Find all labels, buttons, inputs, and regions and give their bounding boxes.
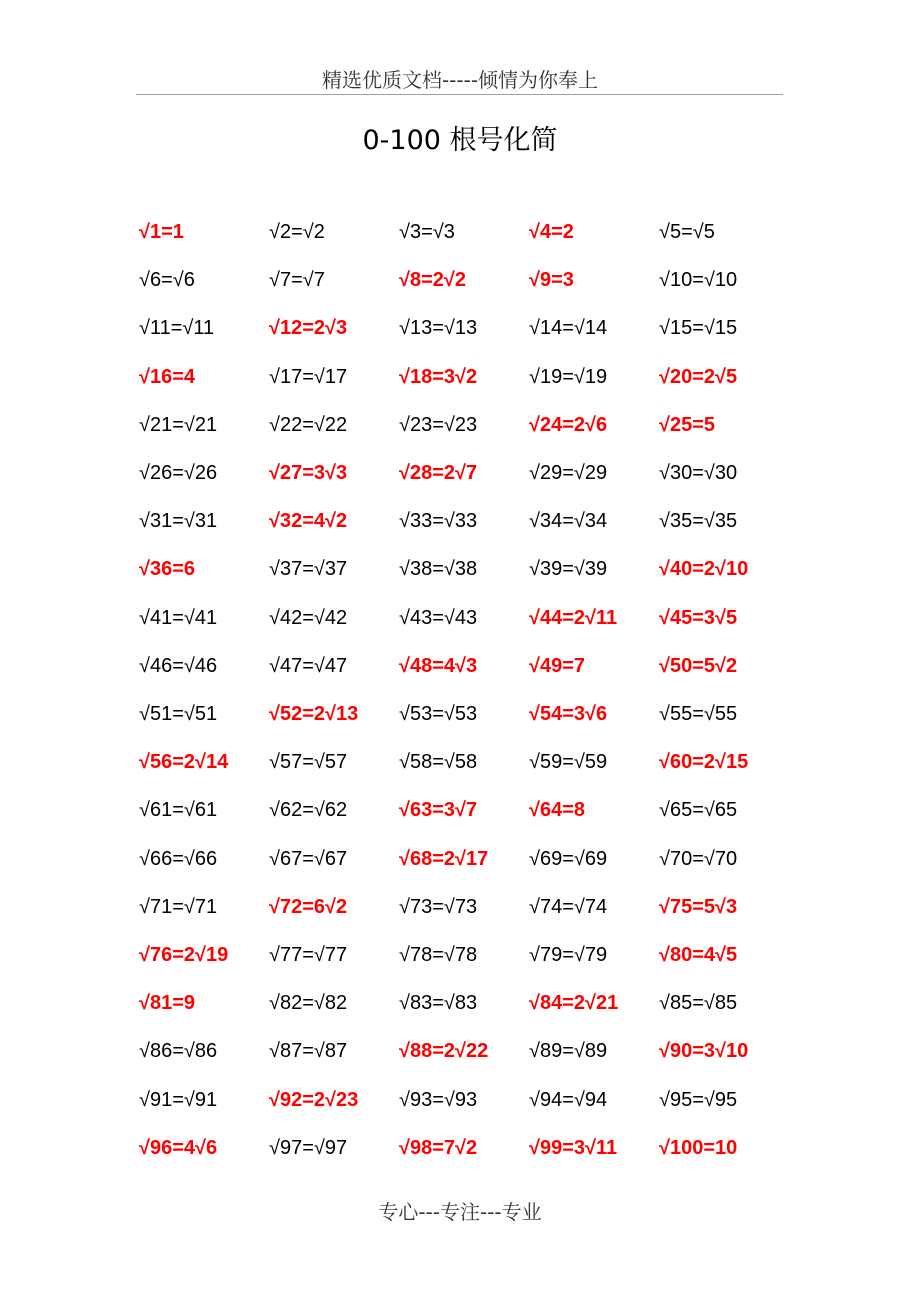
radical-cell: √26=√26 [139, 462, 218, 484]
simplified-radical-cell: √27=3√3 [269, 462, 348, 484]
radical-cell: √19=√19 [529, 365, 608, 388]
simplified-radical-cell: √54=3√6 [529, 703, 608, 725]
simplified-radical-cell: √64=8 [529, 799, 586, 822]
radical-cell: √42=√42 [269, 606, 348, 629]
radical-cell: √14=√14 [529, 317, 608, 340]
radical-cell: √85=√85 [659, 992, 738, 1015]
radical-cell: √58=√58 [399, 751, 478, 774]
simplified-radical-cell: √68=2√17 [399, 847, 489, 870]
simplified-radical-cell: √81=9 [139, 992, 196, 1015]
page-title: 0-100 根号化简 [362, 125, 558, 156]
radical-cell: √35=√35 [659, 510, 738, 533]
simplified-radical-cell: √40=2√10 [659, 558, 749, 581]
radical-cell: √71=√71 [139, 895, 218, 918]
simplified-radical-cell: √28=2√7 [399, 462, 478, 484]
radical-cell: √2=√2 [269, 221, 325, 243]
simplified-radical-cell: √25=5 [659, 413, 716, 436]
simplified-radical-cell: √72=6√2 [269, 895, 348, 918]
radical-cell: √29=√29 [529, 462, 608, 484]
simplified-radical-cell: √8=2√2 [399, 269, 467, 292]
radical-cell: √91=√91 [139, 1088, 218, 1111]
radical-cell: √83=√83 [399, 992, 478, 1015]
simplified-radical-cell: √45=3√5 [659, 606, 738, 629]
simplified-radical-cell: √60=2√15 [659, 751, 749, 774]
simplified-radical-cell: √80=4√5 [659, 944, 738, 966]
radical-cell: √86=√86 [139, 1040, 218, 1063]
radical-cell: √57=√57 [269, 751, 348, 774]
simplified-radical-cell: √96=4√6 [139, 1136, 218, 1159]
simplified-radical-cell: √48=4√3 [399, 654, 478, 677]
page-footer: 专心---专注---专业 [378, 1200, 542, 1224]
radical-cell: √74=√74 [529, 895, 608, 918]
radical-cell: √3=√3 [399, 221, 455, 243]
radical-cell: √66=√66 [139, 847, 218, 870]
simplified-radical-cell: √90=3√10 [659, 1040, 749, 1063]
radical-cell: √39=√39 [529, 558, 608, 581]
radical-cell: √22=√22 [269, 413, 348, 436]
radical-cell: √62=√62 [269, 799, 348, 822]
simplified-radical-cell: √76=2√19 [139, 944, 229, 966]
simplified-radical-cell: √20=2√5 [659, 365, 738, 388]
radical-cell: √67=√67 [269, 847, 348, 870]
radical-cell: √89=√89 [529, 1040, 608, 1063]
simplified-radical-cell: √56=2√14 [139, 751, 229, 774]
radical-cell: √69=√69 [529, 847, 608, 870]
simplified-radical-cell: √32=4√2 [269, 510, 348, 533]
radical-cell: √31=√31 [139, 510, 218, 533]
simplified-radical-cell: √1=1 [139, 221, 184, 243]
simplified-radical-cell: √88=2√22 [399, 1040, 489, 1063]
radical-cell: √33=√33 [399, 510, 478, 533]
radical-cell: √94=√94 [529, 1088, 608, 1111]
radical-cell: √17=√17 [269, 365, 348, 388]
radical-cell: √21=√21 [139, 413, 218, 436]
simplified-radical-cell: √36=6 [139, 558, 196, 581]
radical-cell: √97=√97 [269, 1136, 348, 1159]
radical-cell: √10=√10 [659, 269, 738, 292]
radical-cell: √55=√55 [659, 703, 738, 725]
radical-cell: √78=√78 [399, 944, 478, 966]
page-header: 精选优质文档-----倾情为你奉上 [321, 68, 599, 92]
radical-cell: √82=√82 [269, 992, 348, 1015]
radical-cell: √34=√34 [529, 510, 608, 533]
simplified-radical-cell: √84=2√21 [529, 992, 619, 1015]
radical-cell: √61=√61 [139, 799, 218, 822]
simplified-radical-cell: √16=4 [139, 365, 196, 388]
radical-cell: √73=√73 [399, 895, 478, 918]
simplified-radical-cell: √18=3√2 [399, 365, 478, 388]
radical-cell: √7=√7 [269, 269, 325, 292]
radical-cell: √15=√15 [659, 317, 738, 340]
radical-cell: √65=√65 [659, 799, 738, 822]
simplified-radical-cell: √4=2 [529, 221, 574, 243]
simplified-radical-cell: √12=2√3 [269, 317, 348, 340]
simplified-radical-cell: √75=5√3 [659, 895, 738, 918]
radical-cell: √95=√95 [659, 1088, 738, 1111]
radical-cell: √47=√47 [269, 654, 348, 677]
simplified-radical-cell: √92=2√23 [269, 1088, 359, 1111]
simplified-radical-cell: √63=3√7 [399, 799, 478, 822]
radical-cell: √38=√38 [399, 558, 478, 581]
simplified-radical-cell: √50=5√2 [659, 654, 738, 677]
radical-cell: √93=√93 [399, 1088, 478, 1111]
radical-cell: √70=√70 [659, 847, 738, 870]
radical-cell: √77=√77 [269, 944, 348, 966]
radical-cell: √6=√6 [139, 269, 195, 292]
radical-cell: √59=√59 [529, 751, 608, 774]
simplified-radical-cell: √24=2√6 [529, 413, 608, 436]
simplified-radical-cell: √99=3√11 [529, 1136, 618, 1159]
simplified-radical-cell: √98=7√2 [399, 1136, 478, 1159]
simplified-radical-cell: √52=2√13 [269, 703, 359, 725]
radical-cell: √46=√46 [139, 654, 218, 677]
radical-cell: √37=√37 [269, 558, 348, 581]
radical-cell: √30=√30 [659, 462, 738, 484]
radical-cell: √51=√51 [139, 703, 218, 725]
simplified-radical-cell: √100=10 [659, 1136, 738, 1159]
simplified-radical-cell: √9=3 [529, 269, 574, 292]
radical-cell: √23=√23 [399, 413, 478, 436]
radical-cell: √11=√11 [139, 317, 215, 340]
radical-cell: √43=√43 [399, 606, 478, 629]
radical-cell: √87=√87 [269, 1040, 348, 1063]
simplified-radical-cell: √49=7 [529, 654, 586, 677]
simplified-radical-cell: √44=2√11 [529, 606, 618, 629]
radical-cell: √79=√79 [529, 944, 608, 966]
radical-cell: √5=√5 [659, 221, 715, 243]
radical-cell: √53=√53 [399, 703, 478, 725]
radical-cell: √41=√41 [139, 606, 218, 629]
radical-cell: √13=√13 [399, 317, 478, 340]
